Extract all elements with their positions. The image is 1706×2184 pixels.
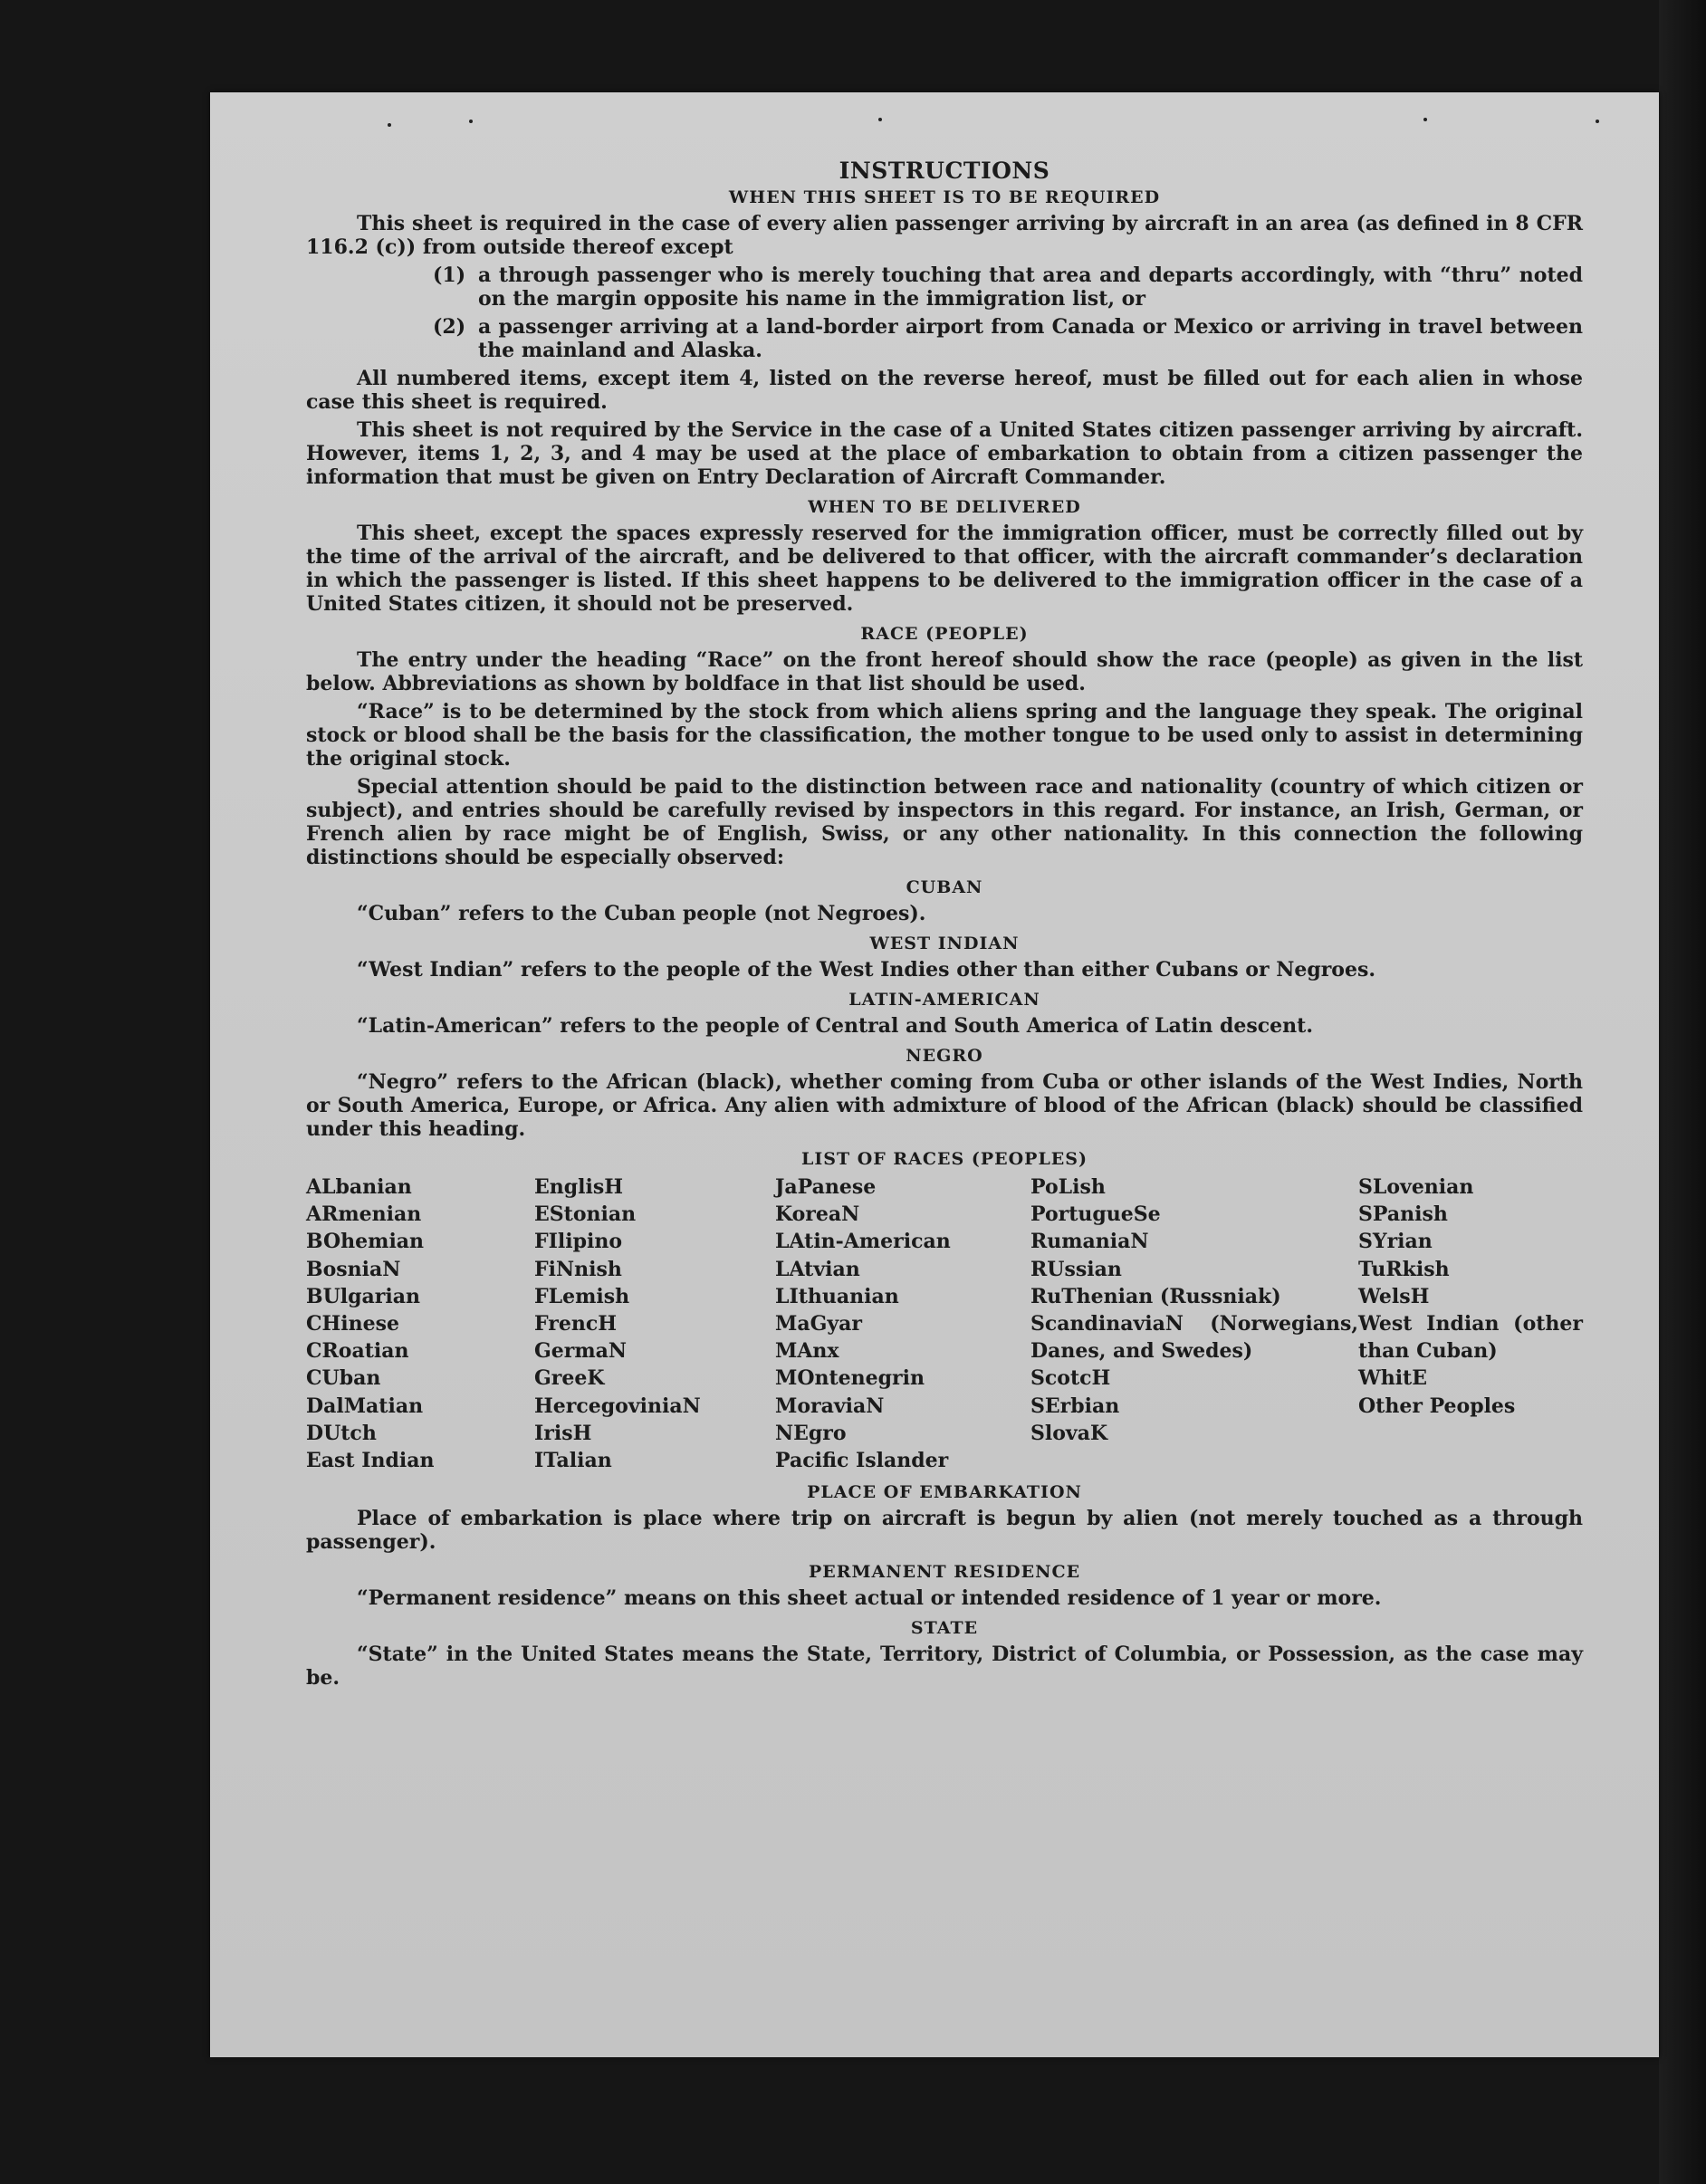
race-item: FrencH <box>534 1312 617 1336</box>
race-item: KoreaN <box>775 1202 860 1227</box>
scan-speck <box>469 120 473 123</box>
race-item: ARmenian <box>306 1202 422 1227</box>
para-state: “State” in the United States means the State, Territory, District of Columbia, or Possession, as the case may be. <box>306 1643 1583 1691</box>
race-item: MoraviaN <box>775 1394 885 1418</box>
race-item: SLovenian <box>1358 1175 1474 1199</box>
race-item: WhitE <box>1358 1366 1427 1391</box>
race-item: ScandinaviaN (Norwegians, Danes, and Swedes) <box>1030 1312 1358 1364</box>
scan-speck <box>1423 118 1427 121</box>
item-number: (2) <box>433 315 466 339</box>
races-column-1 <box>306 1173 534 1474</box>
race-item: Pacific Islander <box>775 1449 949 1473</box>
heading-permanent-residence: PERMANENT RESIDENCE <box>808 1562 1081 1583</box>
race-item: GermaN <box>534 1339 628 1364</box>
scan-speck <box>1596 120 1599 123</box>
document-page <box>210 92 1659 2057</box>
race-item: BosniaN <box>306 1257 401 1281</box>
race-item: LAtvian <box>775 1257 860 1281</box>
race-item: LAtin-American <box>775 1230 951 1254</box>
race-item: ALbanian <box>306 1175 412 1199</box>
heading-embarkation: PLACE OF EMBARKATION <box>807 1482 1082 1503</box>
race-item: RUssian <box>1030 1257 1122 1281</box>
race-item: TuRkish <box>1358 1257 1450 1281</box>
race-item: SPanish <box>1358 1202 1448 1227</box>
race-item: PortugueSe <box>1030 1202 1161 1227</box>
race-item: RumaniaN <box>1030 1230 1149 1254</box>
race-item: SlovaK <box>1030 1421 1108 1445</box>
para-permanent-residence: “Permanent residence” means on this sheet actual or intended residence of 1 year or more. <box>357 1586 1382 1611</box>
scan-speck <box>878 118 882 121</box>
race-item: RuThenian (Russniak) <box>1030 1284 1281 1308</box>
race-item: GreeK <box>534 1366 605 1391</box>
scan-speck <box>388 123 391 127</box>
list-item-1 <box>306 263 1583 311</box>
races-column-3 <box>775 1173 1030 1474</box>
heading-when-required: WHEN THIS SHEET IS TO BE REQUIRED <box>728 187 1161 207</box>
races-table <box>306 1173 1583 1474</box>
scan-edge <box>1659 0 1706 2184</box>
heading-when-delivered: WHEN TO BE DELIVERED <box>808 497 1081 517</box>
item-number: (1) <box>433 263 466 287</box>
para-race-1: The entry under the heading “Race” on the front hereof should show the race (people) as given in the list below. Abbreviations as shown by boldface in that list should be used. <box>306 648 1583 695</box>
para-negro: “Negro” refers to the African (black), whether coming from Cuba or other islands of the West Indies, North or South America, Europe, or Africa. Any alien with admixture of blood of the African (black) should be classified under this heading. <box>306 1070 1583 1141</box>
para-not-required: This sheet is not required by the Service in the case of a United States citizen passenger arriving by aircraft. However, items 1, 2, 3, and 4 may be used at the place of embarkation to obtain from a citizen passenger the information that must be given on Entry Declaration of Aircraft Commander. <box>306 418 1583 489</box>
para-latin-american: “Latin-American” refers to the people of Central and South America of Latin descent. <box>357 1014 1313 1038</box>
race-item: DalMatian <box>306 1394 424 1418</box>
heading-cuban: CUBAN <box>906 877 983 897</box>
heading-state: STATE <box>910 1618 979 1639</box>
para-race-3: Special attention should be paid to the distinction between race and nationality (country of which citizen or subject), and entries should be carefully revised by inspectors in this regard. For instance, an Irish, German, or French alien by race might be of English, Swiss, or any other nationality. In this connection the following distinctions should be especially observed: <box>306 775 1583 869</box>
para-race-2: “Race” is to be determined by the stock from which aliens spring and the language they speak. The original stock or blood shall be the basis for the classification, the mother tongue to be used only to assist in determining the original stock. <box>306 700 1583 771</box>
heading-race: RACE (PEOPLE) <box>860 624 1029 644</box>
race-item: East Indian <box>306 1449 435 1473</box>
race-item: SYrian <box>1358 1230 1433 1254</box>
race-item: NEgro <box>775 1421 847 1445</box>
item-text: a passenger arriving at a land-border airport from Canada or Mexico or arriving in travel between the mainland and Alaska. <box>478 315 1583 362</box>
race-item: WelsH <box>1358 1284 1430 1308</box>
race-item: CUban <box>306 1366 381 1391</box>
para-intro: This sheet is required in the case of every alien passenger arriving by aircraft in an area (as defined in 8 CFR 116.2 (c)) from outside thereof except <box>306 212 1583 259</box>
race-item: DUtch <box>306 1421 377 1445</box>
item-text: a through passenger who is merely touching that area and departs accordingly, with “thru” noted on the margin opposite his name in the immigration list, or <box>478 263 1583 311</box>
race-item: MOntenegrin <box>775 1366 925 1391</box>
race-item: HercegoviniaN <box>534 1394 701 1418</box>
race-item: MAnx <box>775 1339 839 1364</box>
heading-negro: NEGRO <box>906 1046 983 1066</box>
races-column-2 <box>534 1173 775 1474</box>
race-item: CHinese <box>306 1312 400 1336</box>
race-item: FiNnish <box>534 1257 622 1281</box>
instructions-body <box>306 158 1583 1694</box>
para-delivered: This sheet, except the spaces expressly reserved for the immigration officer, must be correctly filled out by the time of the arrival of the aircraft, and be delivered to that officer, with the aircraft commander’s declaration in which the passenger is listed. If this sheet happens to be delivered to the immigration officer in the case of a United States citizen, it should not be preserved. <box>306 522 1583 616</box>
para-embarkation: Place of embarkation is place where trip on aircraft is begun by alien (not merely touched as a through passenger). <box>306 1507 1583 1555</box>
race-item: ScotcH <box>1030 1366 1111 1391</box>
list-item-2 <box>306 315 1583 362</box>
race-item: FIlipino <box>534 1230 623 1254</box>
race-item: EnglisH <box>534 1175 624 1199</box>
race-item: SErbian <box>1030 1394 1120 1418</box>
race-item: JaPanese <box>775 1175 877 1199</box>
para-west-indian: “West Indian” refers to the people of the West Indies other than either Cubans or Negroes. <box>357 958 1376 982</box>
race-item: Other Peoples <box>1358 1394 1516 1418</box>
race-item: CRoatian <box>306 1339 409 1364</box>
race-item: West Indian (other than Cuban) <box>1358 1312 1583 1364</box>
races-column-4 <box>1030 1173 1358 1474</box>
page-title: INSTRUCTIONS <box>839 158 1050 184</box>
race-item: MaGyar <box>775 1312 863 1336</box>
race-item: ITalian <box>534 1449 612 1473</box>
heading-latin-american: LATIN-AMERICAN <box>848 990 1040 1010</box>
race-item: BOhemian <box>306 1230 425 1254</box>
race-item: IrisH <box>534 1421 592 1445</box>
race-item: BUlgarian <box>306 1284 420 1308</box>
race-item: LIthuanian <box>775 1284 899 1308</box>
races-column-5 <box>1358 1173 1583 1474</box>
race-item: FLemish <box>534 1284 630 1308</box>
race-item: EStonian <box>534 1202 637 1227</box>
race-item: PoLish <box>1030 1175 1106 1199</box>
heading-list-of-races: LIST OF RACES (PEOPLES) <box>801 1149 1088 1169</box>
heading-west-indian: WEST INDIAN <box>869 934 1020 953</box>
para-cuban: “Cuban” refers to the Cuban people (not Negroes). <box>357 902 926 925</box>
para-numbered-items: All numbered items, except item 4, listed on the reverse hereof, must be filled out for each alien in whose case this sheet is required. <box>306 367 1583 414</box>
